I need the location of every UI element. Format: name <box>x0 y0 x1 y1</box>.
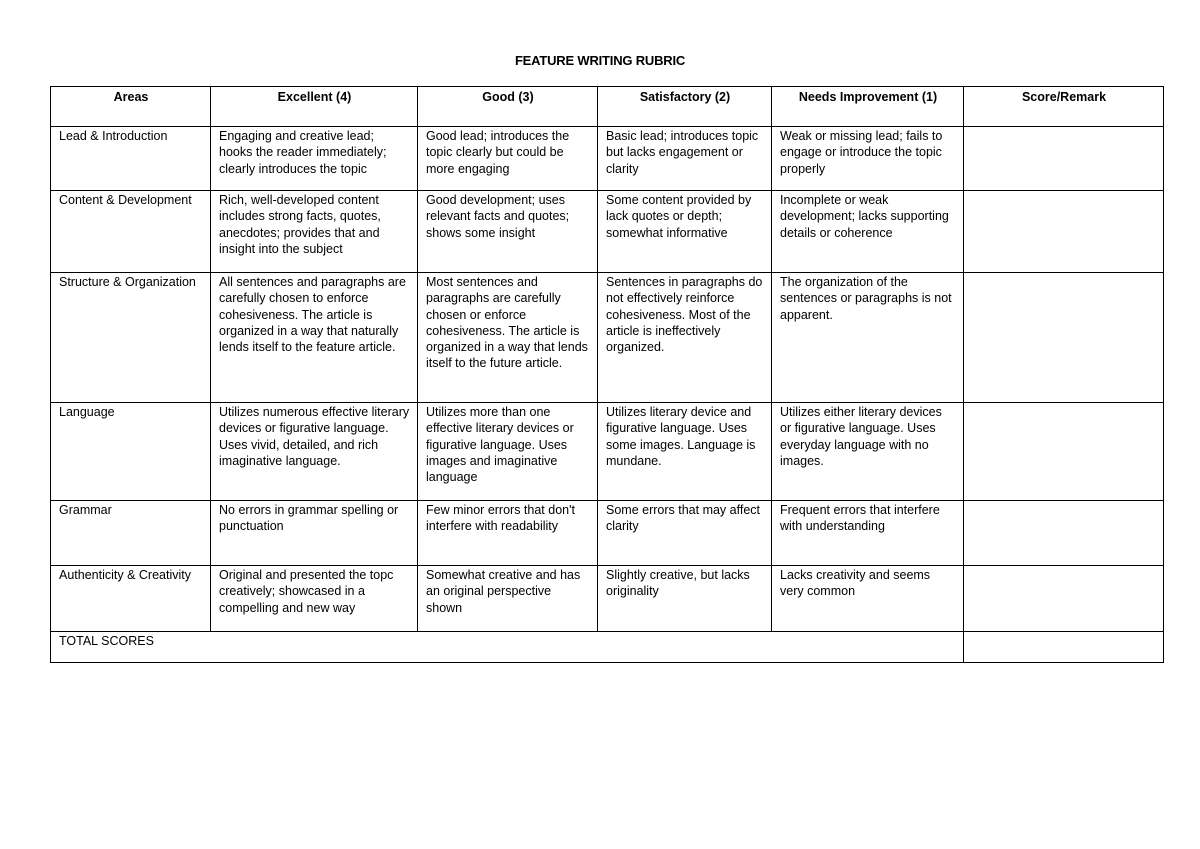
table-row <box>51 403 1164 501</box>
page-title: FEATURE WRITING RUBRIC <box>514 53 686 68</box>
excellent-cell: Rich, well-developed content includes strong facts, quotes, anecdotes; provides that and insight into the subject <box>211 191 418 273</box>
good-cell: Good lead; introduces the topic clearly but could be more engaging <box>418 127 598 191</box>
area-cell: Lead & Introduction <box>51 127 211 191</box>
header-score-remark: Score/Remark <box>964 87 1164 127</box>
excellent-cell: Engaging and creative lead; hooks the reader immediately; clearly introduces the topic <box>211 127 418 191</box>
score-cell[interactable] <box>964 191 1164 273</box>
header-good: Good (3) <box>418 87 598 127</box>
total-row <box>51 632 1164 663</box>
header-needs-improvement: Needs Improvement (1) <box>772 87 964 127</box>
header-row <box>51 87 1164 127</box>
rubric-table <box>50 86 1164 663</box>
total-scores-label: TOTAL SCORES <box>51 632 964 663</box>
excellent-cell: Utilizes numerous effective literary devices or figurative language. Uses vivid, detailed, and rich imaginative language. <box>211 403 418 501</box>
needs-improvement-cell: The organization of the sentences or paragraphs is not apparent. <box>772 273 964 403</box>
total-score-cell[interactable] <box>964 632 1164 663</box>
good-cell: Good development; uses relevant facts and quotes; shows some insight <box>418 191 598 273</box>
area-cell: Authenticity & Creativity <box>51 566 211 632</box>
score-cell[interactable] <box>964 403 1164 501</box>
excellent-cell: All sentences and paragraphs are carefully chosen to enforce cohesiveness. The article is organized in a way that naturally lends itself to the feature article. <box>211 273 418 403</box>
score-cell[interactable] <box>964 566 1164 632</box>
good-cell: Most sentences and paragraphs are carefully chosen or enforce cohesiveness. The article is organized in a way that lends itself to the future article. <box>418 273 598 403</box>
area-cell: Grammar <box>51 501 211 566</box>
good-cell: Utilizes more than one effective literary devices or figurative language. Uses images and imaginative language <box>418 403 598 501</box>
satisfactory-cell: Sentences in paragraphs do not effectively reinforce cohesiveness. Most of the article is ineffectively organized. <box>598 273 772 403</box>
needs-improvement-cell: Incomplete or weak development; lacks supporting details or coherence <box>772 191 964 273</box>
satisfactory-cell: Utilizes literary device and figurative language. Uses some images. Language is mundane. <box>598 403 772 501</box>
needs-improvement-cell: Utilizes either literary devices or figurative language. Uses everyday language with no images. <box>772 403 964 501</box>
needs-improvement-cell: Frequent errors that interfere with understanding <box>772 501 964 566</box>
table-row <box>51 127 1164 191</box>
table-row <box>51 191 1164 273</box>
table-row <box>51 273 1164 403</box>
good-cell: Few minor errors that don't interfere with readability <box>418 501 598 566</box>
needs-improvement-cell: Weak or missing lead; fails to engage or introduce the topic properly <box>772 127 964 191</box>
score-cell[interactable] <box>964 127 1164 191</box>
excellent-cell: Original and presented the topc creatively; showcased in a compelling and new way <box>211 566 418 632</box>
table-row <box>51 566 1164 632</box>
area-cell: Structure & Organization <box>51 273 211 403</box>
area-cell: Content & Development <box>51 191 211 273</box>
needs-improvement-cell: Lacks creativity and seems very common <box>772 566 964 632</box>
satisfactory-cell: Some errors that may affect clarity <box>598 501 772 566</box>
excellent-cell: No errors in grammar spelling or punctuation <box>211 501 418 566</box>
satisfactory-cell: Basic lead; introduces topic but lacks engagement or clarity <box>598 127 772 191</box>
header-excellent: Excellent (4) <box>211 87 418 127</box>
header-satisfactory: Satisfactory (2) <box>598 87 772 127</box>
good-cell: Somewhat creative and has an original perspective shown <box>418 566 598 632</box>
area-cell: Language <box>51 403 211 501</box>
satisfactory-cell: Slightly creative, but lacks originality <box>598 566 772 632</box>
table-row <box>51 501 1164 566</box>
satisfactory-cell: Some content provided by lack quotes or depth; somewhat informative <box>598 191 772 273</box>
score-cell[interactable] <box>964 273 1164 403</box>
header-areas: Areas <box>51 87 211 127</box>
score-cell[interactable] <box>964 501 1164 566</box>
